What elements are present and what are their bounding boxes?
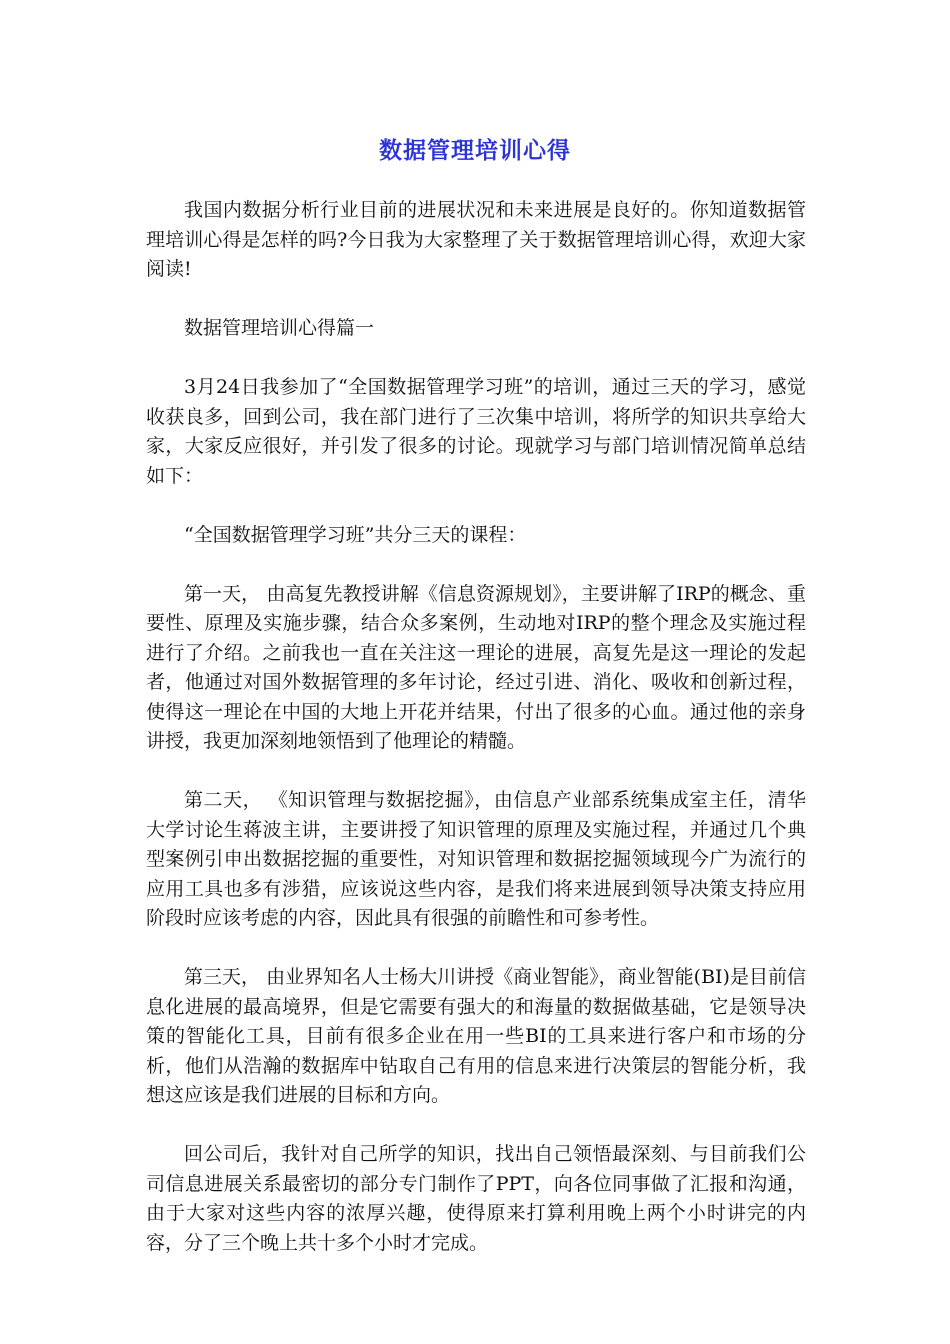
- paragraph-after-return: 回公司后，我针对自己所学的知识，找出自己领悟最深刻、与目前我们公司信息进展关系最密切的部分专门制作了PPT，向各位同事做了汇报和沟通，由于大家对这些内容的浓厚兴趣，使得原来打算利用晚上两个小时讲完的内容，分了三个晚上共十多个小时才完成。: [146, 1143, 806, 1254]
- paragraph-day-three: 第三天， 由业界知名人士杨大川讲授《商业智能》，商业智能(BI)是目前信息化进展的最高境界，但是它需要有强大的和海量的数据做基础，它是领导决策的智能化工具，目前有很多企业在用一些BI的工具来进行客户和市场的分析，他们从浩瀚的数据库中钻取自己有用的信息来进行决策层的智能分析，我想这应该是我们进展的目标和方向。: [146, 966, 806, 1106]
- paragraph-day-one: 第一天， 由高复先教授讲解《信息资源规划》，主要讲解了IRP的概念、重要性、原理及实施步骤，结合众多案例，生动地对IRP的整个理念及实施过程进行了介绍。之前我也一直在关注这一理论的进展，高复先是这一理论的发起者，他通过对国外数据管理的多年讨论，经过引进、消化、吸收和创新过程，使得这一理论在中国的大地上开花并结果，付出了很多的心血。通过他的亲身讲授，我更加深刻地领悟到了他理论的精髓。: [146, 582, 806, 752]
- paragraph-training-overview: 3月24日我参加了“全国数据管理学习班”的培训，通过三天的学习，感觉收获良多，回到公司，我在部门进行了三次集中培训，将所学的知识共享给大家，大家反应很好，并引发了很多的讨论。现就学习与部门培训情况简单总结如下：: [146, 376, 806, 487]
- paragraph-section-heading: 数据管理培训心得篇一: [184, 317, 375, 339]
- document-body: [146, 196, 806, 1288]
- document-title: 数据管理培训心得: [379, 138, 571, 164]
- paragraph-day-two: 第二天， 《知识管理与数据挖掘》，由信息产业部系统集成室主任，清华大学讨论生蒋波主讲，主要讲授了知识管理的原理及实施过程，并通过几个典型案例引申出数据挖掘的重要性，对知识管理和数据挖掘领域现今广为流行的应用工具也多有涉猎，应该说这些内容，是我们将来进展到领导决策支持应用阶段时应该考虑的内容，因此具有很强的前瞻性和可参考性。: [146, 789, 806, 929]
- paragraph-course-intro: “全国数据管理学习班”共分三天的课程：: [184, 523, 527, 546]
- paragraph-intro: 我国内数据分析行业目前的进展状况和未来进展是良好的。你知道数据管理培训心得是怎样的吗?今日我为大家整理了关于数据管理培训心得，欢迎大家阅读!: [146, 199, 806, 280]
